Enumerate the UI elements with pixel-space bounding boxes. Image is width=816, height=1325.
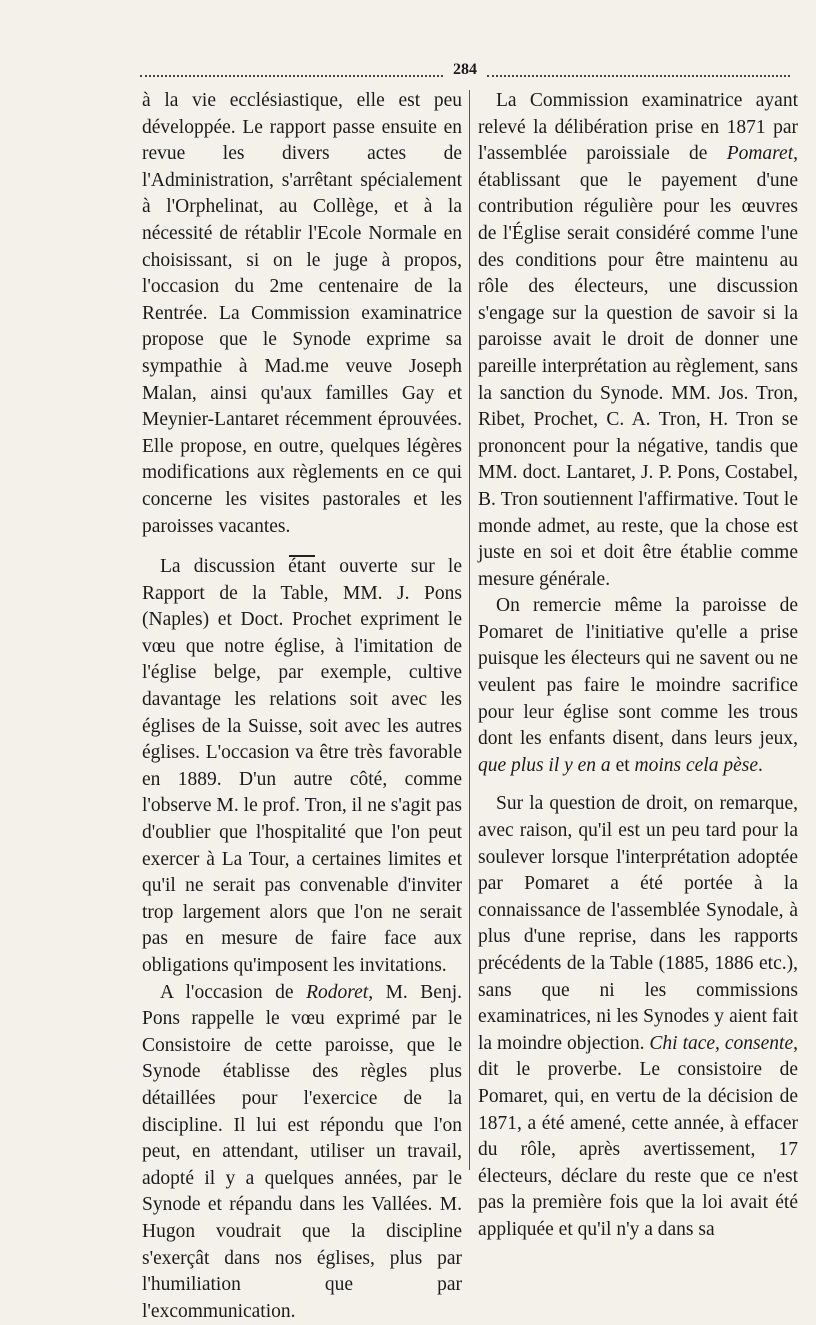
left-p3-italic: Rodoret <box>306 981 369 1003</box>
column-divider <box>469 90 470 1170</box>
left-paragraph-3 <box>142 980 462 1325</box>
header-rule-left <box>140 69 443 77</box>
left-column <box>142 88 462 1325</box>
left-p3-before: A l'occasion de <box>160 981 307 1003</box>
right-p3-after: , dit le proverbe. Le consistoire de Pomaret, qui, en vertu de la décision de 1871, a été amené, cette année, à effacer du rôle, après avertissement, 17 électeurs, déclare du reste que ce n'est pas la première fois que la loi avait été appliquée et qu'il n'y a dans sa <box>478 1032 798 1240</box>
right-p1-after: , établissant que le payement d'une contribution régulière pour les œuvres de l'Église serait considéré comme l'une des conditions pour être maintenu au rôle des électeurs, une discussion s'engage sur la question de savoir si la paroisse avait le droit de donner une pareille interprétation au règlement, sans la sanction du Synode. MM. Jos. Tron, Ribet, Prochet, C. A. Tron, H. Tron se prononcent pour la négative, tandis que MM. doct. Lantaret, J. P. Pons, Costabel, B. Tron soutiennent l'affirmative. Tout le monde admet, au reste, que la chose est juste en soi et doit être établie comme mesure générale. <box>478 143 798 590</box>
right-p2-italic1: que plus il y en a <box>478 754 611 776</box>
right-p1-before: La Commission examinatrice ayant relevé la délibération prise en 1871 par l'assemblée paroissiale de <box>478 90 798 165</box>
page-header <box>140 58 790 82</box>
right-paragraph-1 <box>478 88 798 593</box>
right-p2-italic2: moins cela pèse <box>634 754 758 776</box>
right-p3-before: Sur la question de droit, on remarque, avec raison, qu'il est un peu tard pour la soulever lorsque l'interprétation adoptée par Pomaret a été portée à la connaissance de l'assemblée Synodale, à plus d'une reprise, dans les rapports précédents de la Table (1885, 1886 etc.), sans que ni les commissions examinatrices, ni les Synodes y aient fait la moindre objection. <box>478 793 798 1054</box>
left-p3-after: , M. Benj. Pons rappelle le vœu exprimé par le Consistoire de cette paroisse, que le Synode établisse des règles plus détaillées pour l'exercice de la discipline. Il lui est répondu que l'on peut, en attendant, utiliser un travail, adopté il y a quelques années, par le Synode et répandu dans les Vallées. M. Hugon voudrait que la discipline s'exerçât dans nos églises, plus par l'humiliation que par l'excommunication. <box>142 981 462 1322</box>
section-separator <box>142 542 462 554</box>
right-paragraph-2 <box>478 593 798 779</box>
right-p2-after: . <box>757 754 763 776</box>
right-paragraph-3 <box>478 791 798 1243</box>
page-number: 284 <box>453 61 477 78</box>
right-column <box>478 88 798 1244</box>
right-p2-mid: et <box>610 754 635 776</box>
right-p2-before: On remercie même la paroisse de Pomaret de l'initiative qu'elle a prise puisque les électeurs qui ne savent ou ne veulent pas faire le moindre sacrifice pour leur église sont comme les trous dont les enfants disent, dans leurs jeux, <box>478 595 798 750</box>
right-p1-italic: Pomaret <box>726 143 794 165</box>
left-paragraph-1: à la vie ecclésiastique, elle est peu développée. Le rapport passe ensuite en revue les divers actes de l'Administration, s'arrêtant spécialement à l'Orphelinat, au Collège, et à la nécessité de rétablir l'Ecole Normale en choisissant, si on le juge à propos, l'occasion du 2me centenaire de la Rentrée. La Commission examinatrice propose que le Synode exprime sa sympathie à Mad.me veuve Joseph Malan, ainsi qu'aux familles Gay et Meynier-Lantaret récemment éprouvées. Elle propose, en outre, quelques légères modifications aux règlements en ce qui concerne les visites pastorales et les paroisses vacantes. <box>142 90 462 537</box>
header-rule-right <box>487 69 790 77</box>
right-p3-italic: Chi tace, consente <box>649 1032 794 1054</box>
left-paragraph-2: La discussion étant ouverte sur le Rapport de la Table, MM. J. Pons (Naples) et Doct. Prochet expriment le vœu que notre église, à l'imitation de l'église belge, par exemple, cultive davantage les relations soit avec les églises de la Suisse, soit avec les autres églises. L'occasion va être très favorable en 1889. D'un autre côté, comme l'observe M. le prof. Tron, il ne s'agit pas d'oublier que l'hospitalité que l'on peut exercer à La Tour, a certaines limites et qu'il ne serait pas convenable d'inviter trop largement alors que l'on ne serait pas en mesure de faire face aux obligations qu'imposent les invitations. <box>142 556 462 976</box>
